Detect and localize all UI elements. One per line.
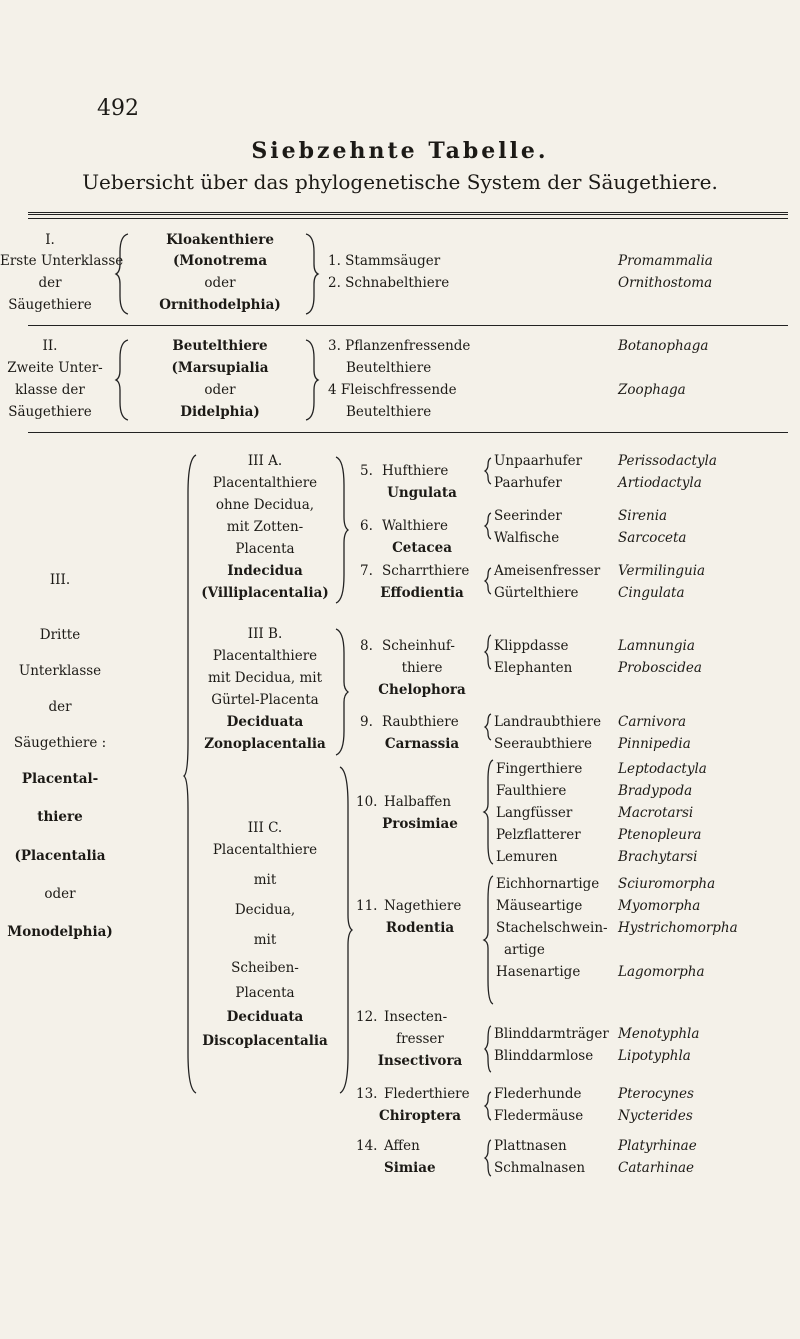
suborder-latin: Lamnungia [618, 638, 695, 654]
suborder-latin: Menotyphla [618, 1026, 700, 1042]
order-latin: Ungulata [387, 485, 457, 501]
group-name: mit Decidua, mit [207, 670, 323, 686]
suborder-latin: Lipotyphla [618, 1048, 691, 1064]
suborder-latin: Leptodactyla [618, 761, 707, 777]
order-number: 7. [360, 563, 373, 579]
brace-small [484, 633, 494, 671]
order-name: Beutelthiere [346, 404, 432, 420]
brace-small [484, 1138, 494, 1178]
suborder-latin: Platyrhinae [618, 1138, 697, 1154]
order-name: Scharrthiere [382, 563, 470, 579]
brace-small [484, 1090, 494, 1122]
order-latin: Chiroptera [379, 1108, 461, 1124]
suborder-latin: Sirenia [618, 508, 668, 524]
order-name: Halbaffen [384, 794, 452, 810]
order-number: 13. [356, 1086, 378, 1102]
suborder-latin: Pinnipedia [618, 736, 691, 752]
suborder-latin: Catarhinae [618, 1160, 695, 1176]
suborder-name: Blinddarmträger [494, 1026, 609, 1042]
order-latin: Zoophaga [618, 382, 686, 398]
suborder-name: Klippdasse [494, 638, 569, 654]
group-name: Placenta [235, 541, 295, 557]
group-name: Decidua, [234, 902, 296, 918]
group-name: Placentalthiere [212, 475, 318, 491]
group-name: Deciduata [226, 1009, 304, 1025]
suborder-latin: Lagomorpha [618, 964, 705, 980]
suborder-name: Mäuseartige [496, 898, 583, 914]
suborder-latin: Sciuromorpha [618, 876, 716, 892]
suborder-name: Faulthiere [496, 783, 567, 799]
class-label: Unterklasse [18, 663, 102, 679]
suborder-name: Eichhornartige [496, 876, 600, 892]
class-label: oder [44, 886, 76, 902]
top-rule [28, 212, 788, 215]
order-number: 6. [360, 518, 373, 534]
order-number: 8. [360, 638, 373, 654]
suborder-name: Lemuren [496, 849, 558, 865]
class-label: Zweite Unter- [7, 360, 103, 376]
group-name: Beutelthiere [172, 338, 268, 354]
suborder-latin: Cingulata [618, 585, 685, 601]
order-name: fresser [396, 1031, 444, 1047]
group-name: Placentalthiere [212, 648, 318, 664]
suborder-name: Stachelschwein- [496, 920, 608, 936]
suborder-name: Walfische [494, 530, 560, 546]
group-name: mit [253, 932, 277, 948]
order-latin: Cetacea [392, 540, 452, 556]
suborder-name: Blinddarmlose [494, 1048, 594, 1064]
group-name: Deciduata [226, 714, 304, 730]
class-numeral: I. [45, 232, 55, 248]
group-name: Discoplacentalia [202, 1033, 328, 1049]
suborder-name: artige [504, 942, 545, 958]
brace-right [338, 765, 352, 1095]
order-latin: Carnassia [384, 736, 460, 752]
order-number: 14. [356, 1138, 378, 1154]
page-number: 492 [97, 96, 139, 121]
brace-left [116, 338, 130, 422]
order-name: Flederthiere [384, 1086, 470, 1102]
brace-left [116, 232, 130, 316]
suborder-latin: Hystrichomorpha [618, 920, 738, 936]
class-label: klasse der [15, 382, 85, 398]
brace-small [484, 874, 496, 1006]
order-number: 11. [356, 898, 378, 914]
section-rule [28, 432, 788, 433]
order-name: 1. Stammsäuger [328, 253, 441, 269]
group-name: mit [253, 872, 277, 888]
order-name: Scheinhuf- [382, 638, 455, 654]
suborder-name: Paarhufer [494, 475, 562, 491]
group-name: Scheiben- [231, 960, 299, 976]
group-name: (Villiplacentalia) [201, 585, 329, 601]
group-name: III C. [247, 820, 283, 836]
suborder-name: Fingerthiere [496, 761, 583, 777]
suborder-name: Fledermäuse [494, 1108, 584, 1124]
suborder-latin: Nycterides [618, 1108, 693, 1124]
suborder-latin: Pterocynes [618, 1086, 694, 1102]
order-latin: Chelophora [378, 682, 466, 698]
brace-right [334, 455, 348, 605]
group-name: Placenta [235, 985, 295, 1001]
order-latin: Botanophaga [618, 338, 709, 354]
order-name: thiere [401, 660, 443, 676]
class-label: Säugethiere : [13, 735, 107, 751]
group-name: oder [204, 382, 236, 398]
suborder-latin: Brachytarsi [618, 849, 698, 865]
suborder-latin: Perissodactyla [618, 453, 717, 469]
suborder-latin: Vermilinguia [618, 563, 706, 579]
order-latin: Simiae [384, 1160, 436, 1176]
class-label: Erste Unterklasse [0, 253, 124, 269]
table-subtitle: Uebersicht über das phylogenetische System der Säugethiere. [82, 170, 718, 194]
class-label: Säugethiere [8, 297, 92, 313]
suborder-latin: Myomorpha [618, 898, 701, 914]
group-name: Gürtel-Placenta [211, 692, 319, 708]
brace-small [484, 758, 496, 866]
order-name: Walthiere [382, 518, 448, 534]
brace-small [484, 1024, 494, 1074]
group-name: Ornithodelphia) [159, 297, 281, 313]
group-name: Didelphia) [180, 404, 260, 420]
suborder-name: Schmalnasen [494, 1160, 586, 1176]
class-label: thiere [37, 809, 83, 825]
order-name: 2. Schnabelthiere [328, 275, 450, 291]
brace-right [304, 232, 318, 316]
class-label: der [48, 699, 72, 715]
order-latin: Effodientia [380, 585, 464, 601]
suborder-name: Pelzflatterer [496, 827, 581, 843]
suborder-name: Seerinder [494, 508, 562, 524]
suborder-latin: Sarcoceta [618, 530, 687, 546]
class-label: Säugethiere [8, 404, 92, 420]
suborder-latin: Proboscidea [618, 660, 702, 676]
order-number: 5. [360, 463, 373, 479]
order-number: 12. [356, 1009, 378, 1025]
suborder-name: Gürtelthiere [494, 585, 579, 601]
top-rule-thin [28, 218, 788, 219]
group-name: Kloakenthiere [166, 232, 274, 248]
group-name: Placentalthiere [212, 842, 318, 858]
class-numeral: III. [49, 572, 71, 588]
order-name: Affen [384, 1138, 420, 1154]
table-title: Siebzehnte Tabelle. [251, 138, 549, 164]
order-latin: Promammalia [618, 253, 713, 269]
suborder-name: Flederhunde [494, 1086, 582, 1102]
group-name: (Monotrema [172, 253, 268, 269]
group-name: (Marsupialia [171, 360, 269, 376]
suborder-name: Elephanten [494, 660, 573, 676]
order-name: 4 Fleischfressende [328, 382, 457, 398]
order-name: Beutelthiere [346, 360, 432, 376]
class-label: Placental- [21, 771, 99, 787]
group-name: III B. [247, 626, 283, 642]
suborder-name: Seeraubthiere [494, 736, 592, 752]
group-name: Zonoplacentalia [204, 736, 326, 752]
group-name: III A. [247, 453, 283, 469]
suborder-name: Ameisenfresser [494, 563, 601, 579]
order-name: 3. Pflanzenfressende [328, 338, 471, 354]
suborder-name: Plattnasen [494, 1138, 567, 1154]
suborder-latin: Carnivora [618, 714, 687, 730]
class-label: (Placentalia [14, 848, 106, 864]
suborder-name: Langfüsser [496, 805, 573, 821]
section-rule [28, 325, 788, 326]
brace-right [304, 338, 318, 422]
class-numeral: II. [42, 338, 58, 354]
class-label: Dritte [39, 627, 81, 643]
order-name: Hufthiere [382, 463, 449, 479]
group-name: ohne Decidua, [215, 497, 315, 513]
brace-small [484, 712, 494, 742]
suborder-latin: Macrotarsi [618, 805, 694, 821]
order-number: 10. [356, 794, 378, 810]
suborder-name: Hasenartige [496, 964, 581, 980]
brace-small [484, 566, 494, 596]
group-name: oder [204, 275, 236, 291]
brace-right [334, 627, 348, 757]
suborder-latin: Bradypoda [618, 783, 693, 799]
class-label: der [38, 275, 62, 291]
order-latin: Ornithostoma [618, 275, 713, 291]
suborder-name: Unpaarhufer [494, 453, 583, 469]
order-name: Raubthiere [382, 714, 459, 730]
order-latin: Insectivora [377, 1053, 463, 1069]
suborder-latin: Ptenopleura [618, 827, 702, 843]
order-number: 9. [360, 714, 373, 730]
suborder-latin: Artiodactyla [618, 475, 702, 491]
group-name: mit Zotten- [226, 519, 304, 535]
order-name: Nagethiere [384, 898, 462, 914]
brace-small [484, 456, 494, 486]
brace-small [484, 511, 494, 541]
class-label: Monodelphia) [7, 924, 113, 940]
group-name: Indecidua [227, 563, 303, 579]
order-name: Insecten- [384, 1009, 448, 1025]
order-latin: Rodentia [385, 920, 455, 936]
suborder-name: Landraubthiere [494, 714, 602, 730]
order-latin: Prosimiae [382, 816, 458, 832]
